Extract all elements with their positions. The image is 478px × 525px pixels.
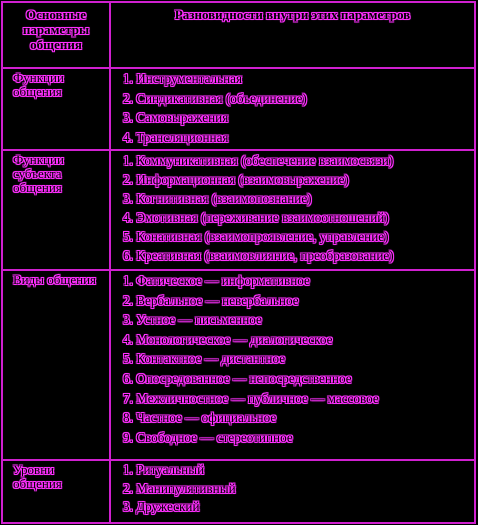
table-row <box>2 460 475 523</box>
list-item: 3. Дружеский <box>123 499 200 514</box>
table-row <box>2 270 475 460</box>
row-param-label: Виды общения <box>2 270 110 460</box>
list-item: 1. Ритуальный <box>123 462 205 477</box>
list-item: 9. Свободное — стереотипное <box>123 429 293 445</box>
row-param-label: Уровни общения <box>2 460 110 523</box>
header-col1: Основные параметры общения <box>2 2 110 68</box>
list-item: 6. Креативная (взаимовлияние, преобразование) <box>123 248 394 263</box>
list-item: 2. Информационная (взаимовыражение) <box>123 172 349 187</box>
list-item: 2. Манипулятивный <box>123 480 236 496</box>
row-param-label: Функции общения <box>2 68 110 150</box>
list-item: 5. Контактное — дистантное <box>123 351 286 367</box>
list-item: 1. Фатическое — информативное <box>123 273 310 288</box>
list-item: 7. Межличностное — публичное — массовое <box>123 390 379 406</box>
list-item: 8. Частное — официальное <box>123 410 277 426</box>
table-row <box>2 68 475 150</box>
parameters-table <box>1 1 476 524</box>
list-item: 4. Трансляционная <box>123 129 229 145</box>
list-item: 6. Опосредованное — непосредственное <box>123 370 352 386</box>
header-col2: Разновидности внутри этих параметров <box>110 2 475 68</box>
row-param-label: Функции субъекта общения <box>2 150 110 270</box>
list-item: 4. Эмотивная (переживание взаимоотношений) <box>123 210 389 225</box>
list-item: 1. Коммуникативная (обеспечение взаимосвязи) <box>123 153 394 168</box>
list-item: 3. Устное — письменное <box>123 312 262 328</box>
row-items-cell <box>110 270 475 460</box>
row-items-cell <box>110 150 475 270</box>
list-item: 5. Конативная (взаимопроявление, управление) <box>123 229 389 244</box>
row-items-cell <box>110 460 475 523</box>
list-item: 2. Синдикативная (объединение) <box>123 90 307 106</box>
list-item: 2. Вербальное — невербальное <box>123 292 299 308</box>
list-item: 1. Инструментальная <box>123 71 243 86</box>
table-row <box>2 150 475 270</box>
row-items-cell <box>110 68 475 150</box>
header-row <box>2 2 475 68</box>
list-item: 4. Монологическое — диалогическое <box>123 331 333 347</box>
list-item: 3. Когнитивная (взаимопознание) <box>123 191 312 206</box>
list-item: 3. Самовыражения <box>123 110 229 125</box>
